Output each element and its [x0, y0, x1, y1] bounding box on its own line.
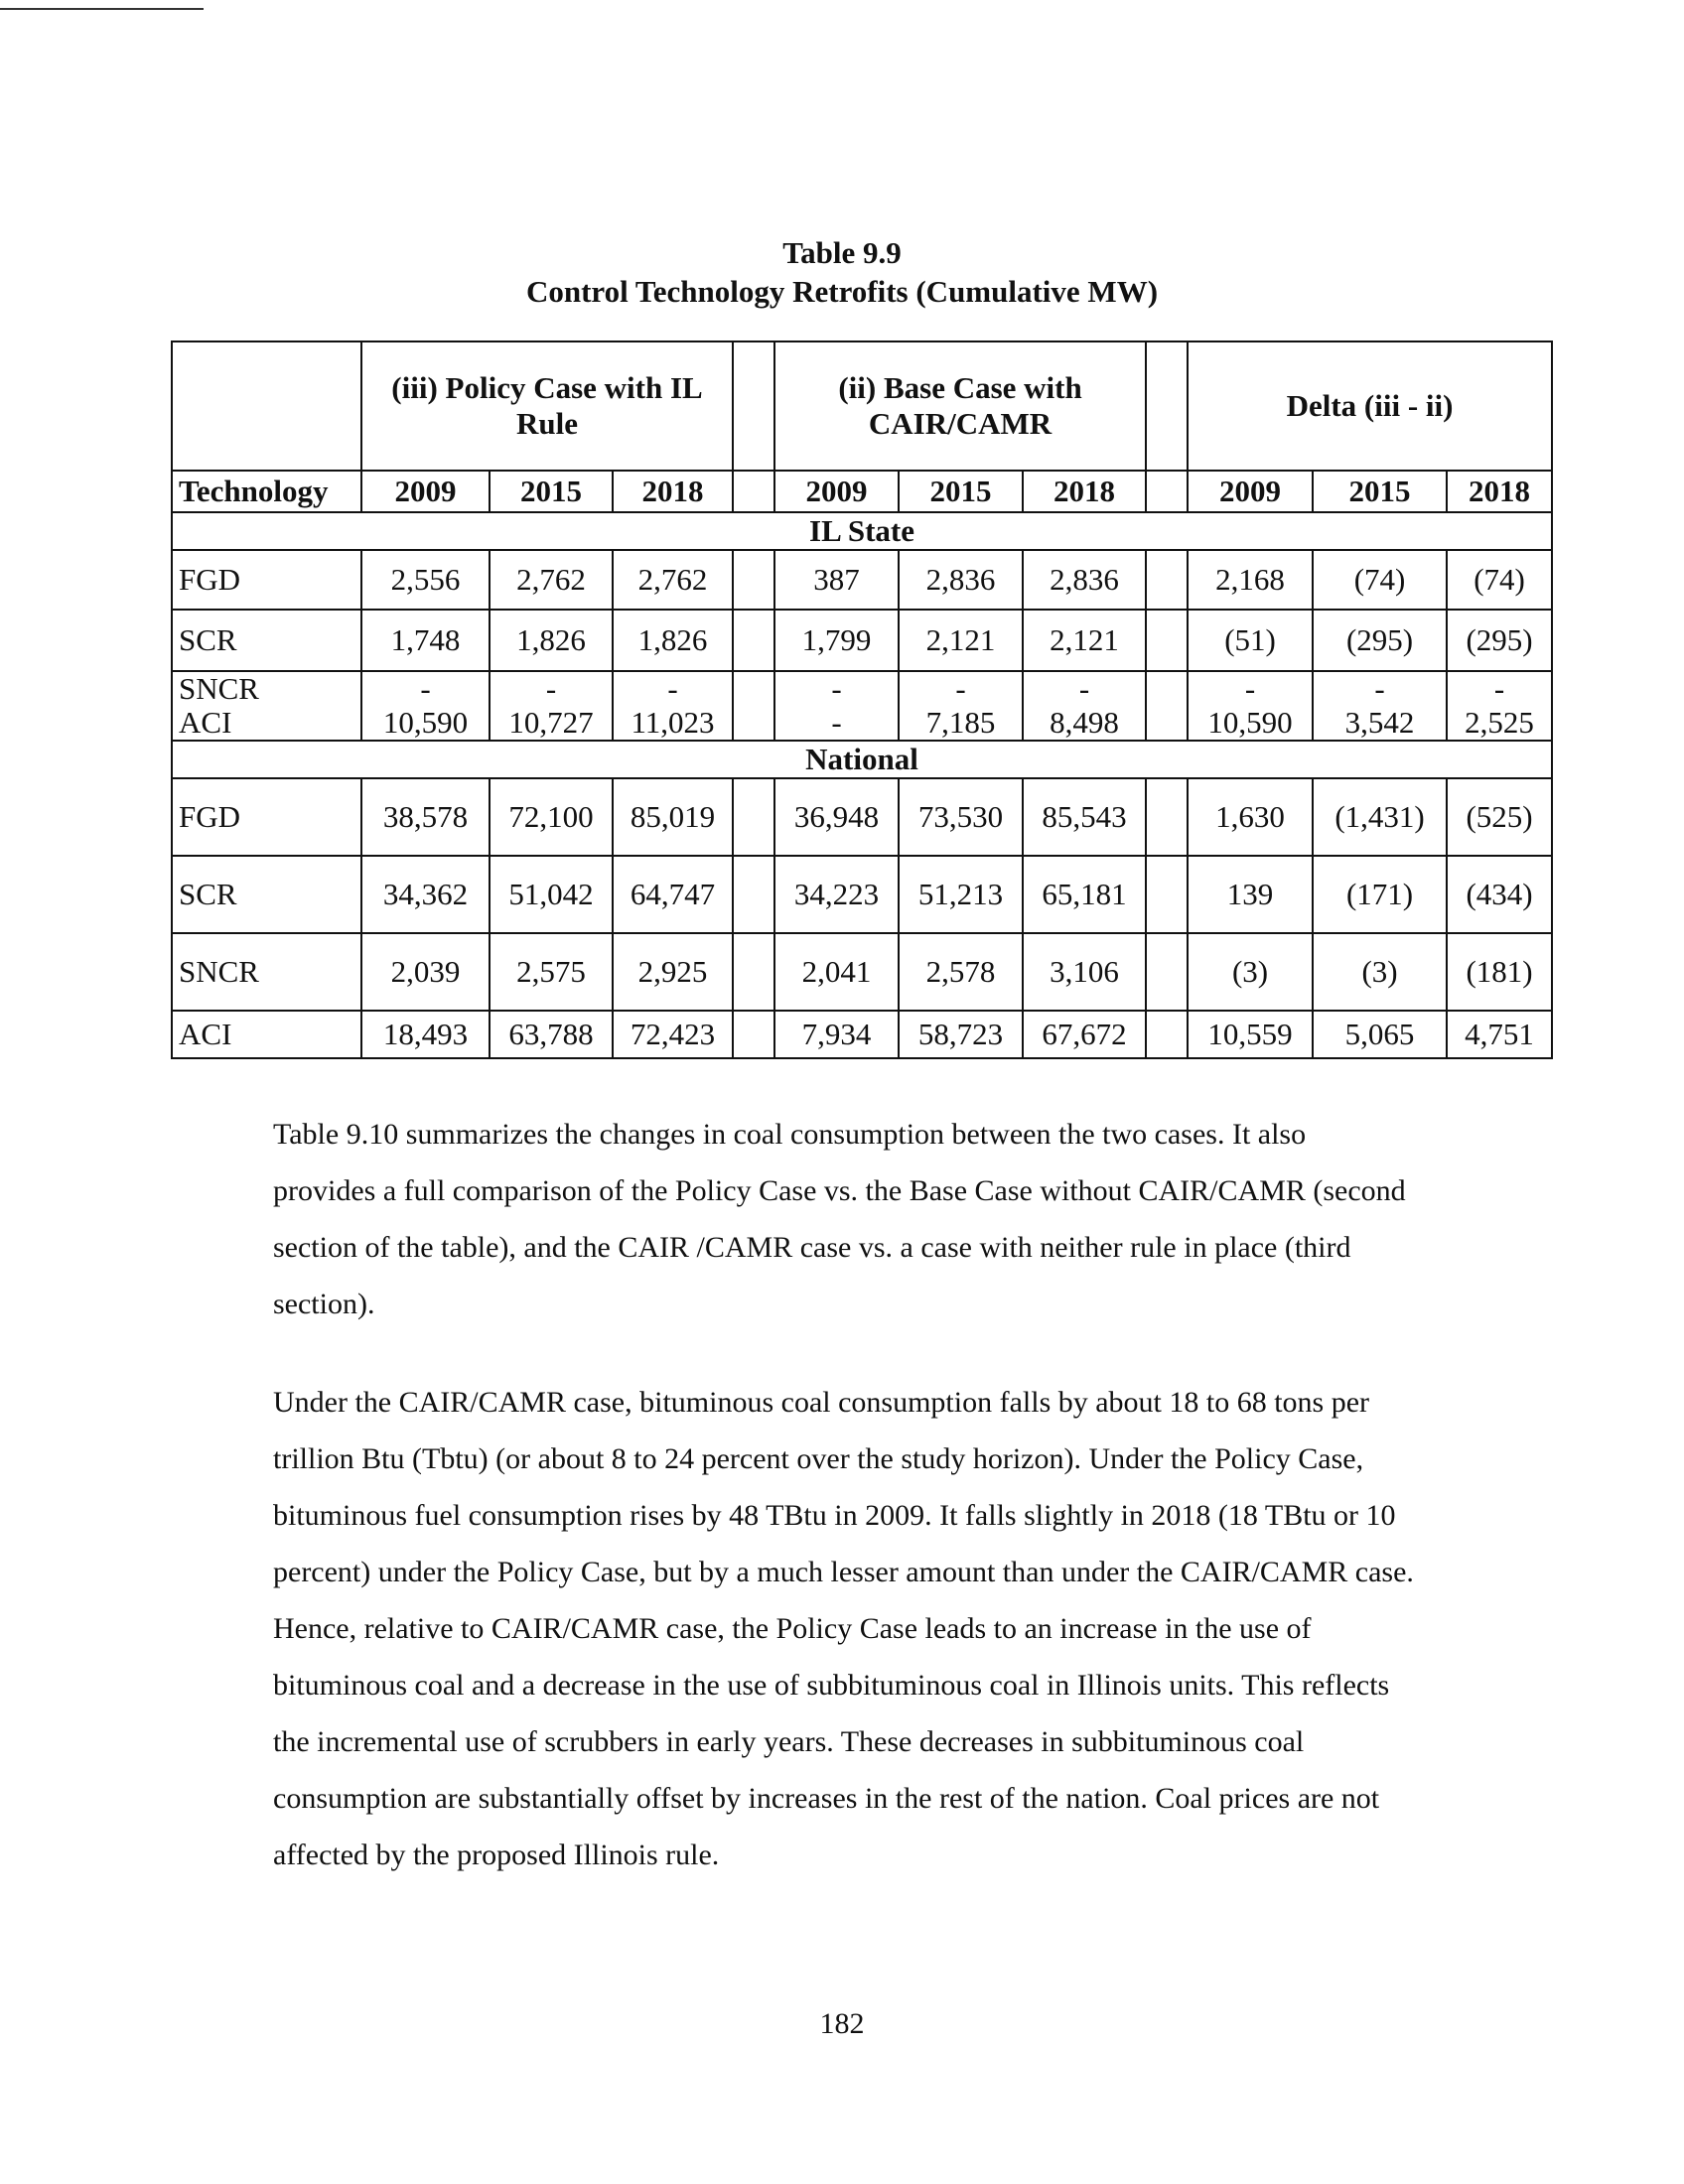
cell-value: - [955, 671, 966, 706]
table-cell: 51,042 [490, 856, 613, 933]
table-cell [1023, 671, 1146, 741]
table-cell: 65,181 [1023, 856, 1146, 933]
table-cell: 34,223 [774, 856, 899, 933]
column-gap [733, 550, 774, 610]
table-cell: (3) [1188, 933, 1313, 1011]
table-cell: (74) [1447, 550, 1552, 610]
cell-value: 8,498 [1050, 705, 1119, 740]
column-gap [733, 610, 774, 671]
column-gap [733, 778, 774, 856]
table-cell [774, 671, 899, 741]
cell-value: - [1374, 671, 1385, 706]
cell-value: - [1078, 671, 1090, 706]
table-cell: 2,041 [774, 933, 899, 1011]
table-cell: 10,559 [1188, 1011, 1313, 1058]
row-label [172, 671, 361, 741]
cell-value: - [1493, 671, 1505, 706]
year-header: 2009 [774, 471, 899, 512]
table-cell [613, 671, 733, 741]
cell-value: - [420, 671, 431, 706]
table-cell [1188, 671, 1313, 741]
table-cell: 2,925 [613, 933, 733, 1011]
table-cell: 1,630 [1188, 778, 1313, 856]
cell-value: - [545, 671, 557, 706]
retrofits-table [171, 341, 1553, 1059]
year-header: 2015 [490, 471, 613, 512]
page-number: 182 [819, 2007, 865, 2040]
table-cell: 2,762 [613, 550, 733, 610]
table-cell: (171) [1313, 856, 1447, 933]
table-cell: 2,575 [490, 933, 613, 1011]
column-gap [1146, 341, 1188, 471]
column-gap [1146, 550, 1188, 610]
table-cell: 2,039 [361, 933, 490, 1011]
table-cell: 85,543 [1023, 778, 1146, 856]
table-cell: (525) [1447, 778, 1552, 856]
table-title: Control Technology Retrofits (Cumulative MW) [525, 274, 1159, 309]
corner-cell [172, 341, 361, 471]
row-label: SCR [172, 856, 361, 933]
body-paragraph: Table 9.10 summarizes the changes in coal consumption between the two cases. It also provides a full comparison of the Policy Case vs. the Base Case without CAIR/CAMR (second section of the table), and the CAIR /CAMR case vs. a case with neither rule in place (third section). [273, 1118, 1406, 1320]
row-label-aci: ACI [179, 705, 232, 740]
table-cell: (74) [1313, 550, 1447, 610]
table-cell: 72,100 [490, 778, 613, 856]
cell-value: 10,590 [1207, 705, 1293, 740]
table-cell: 2,762 [490, 550, 613, 610]
table-row [172, 778, 1552, 856]
table-cell: 4,751 [1447, 1011, 1552, 1058]
table-cell: 2,578 [899, 933, 1023, 1011]
row-label-sncr: SNCR [179, 671, 259, 706]
column-gap [1146, 933, 1188, 1011]
table-row [172, 550, 1552, 610]
column-gap [733, 471, 774, 512]
year-header-row [172, 471, 1552, 512]
column-gap [1146, 610, 1188, 671]
section-header-national: National [172, 741, 1552, 778]
technology-header: Technology [172, 471, 361, 512]
table-cell: 85,019 [613, 778, 733, 856]
table-cell: 38,578 [361, 778, 490, 856]
table-cell: (181) [1447, 933, 1552, 1011]
table-cell: (1,431) [1313, 778, 1447, 856]
year-header: 2018 [1447, 471, 1552, 512]
cell-value: 7,185 [925, 705, 996, 740]
table-row [172, 1011, 1552, 1058]
table-cell: 2,836 [1023, 550, 1146, 610]
table-cell: 5,065 [1313, 1011, 1447, 1058]
year-header: 2009 [1188, 471, 1313, 512]
row-label: FGD [172, 550, 361, 610]
row-label: ACI [172, 1011, 361, 1058]
table-cell: 3,106 [1023, 933, 1146, 1011]
table-cell: (51) [1188, 610, 1313, 671]
table-cell: (295) [1313, 610, 1447, 671]
table-cell: 73,530 [899, 778, 1023, 856]
table-cell: 2,836 [899, 550, 1023, 610]
column-gap [1146, 856, 1188, 933]
table-cell [490, 671, 613, 741]
table-cell [1447, 671, 1552, 741]
column-gap [1146, 671, 1188, 741]
table-cell [899, 671, 1023, 741]
group-header-base: (ii) Base Case with CAIR/CAMR [774, 341, 1146, 471]
cell-value: 10,590 [382, 705, 469, 740]
year-header: 2018 [1023, 471, 1146, 512]
column-gap [733, 671, 774, 741]
group-header-policy: (iii) Policy Case with IL Rule [361, 341, 733, 471]
table-cell: 2,168 [1188, 550, 1313, 610]
table-cell: 18,493 [361, 1011, 490, 1058]
table-cell: 139 [1188, 856, 1313, 933]
table-cell: 387 [774, 550, 899, 610]
column-gap [1146, 1011, 1188, 1058]
table-cell [361, 671, 490, 741]
cell-value: - [667, 671, 678, 706]
table-cell: (434) [1447, 856, 1552, 933]
row-label: SNCR [172, 933, 361, 1011]
table-cell: 67,672 [1023, 1011, 1146, 1058]
table-cell: 58,723 [899, 1011, 1023, 1058]
year-header: 2015 [899, 471, 1023, 512]
cell-value: 3,542 [1344, 705, 1415, 740]
section-header-il-state: IL State [172, 512, 1552, 550]
table-cell: (295) [1447, 610, 1552, 671]
cell-value: 11,023 [631, 705, 715, 740]
table-cell: 72,423 [613, 1011, 733, 1058]
column-gap [1146, 471, 1188, 512]
table-cell: 36,948 [774, 778, 899, 856]
table-row [172, 610, 1552, 671]
table-cell: (3) [1313, 933, 1447, 1011]
body-paragraph: Under the CAIR/CAMR case, bituminous coal consumption falls by about 18 to 68 tons per trillion Btu (Tbtu) (or about 8 to 24 percent over the study horizon). Under the Policy Case, bituminous fuel consumption rises by 48 TBtu in 2009. It falls slightly in 2018 (18 TBtu or 10 percent) under the Policy Case, but by a much lesser amount than under the CAIR/CAMR case. Hence, relative to CAIR/CAMR case, the Policy Case leads to an increase in the use of bituminous coal and a decrease in the use of subbituminous coal in Illinois units. This reflects the incremental use of scrubbers in early years. These decreases in subbituminous coal consumption are substantially offset by increases in the rest of the nation. Coal prices are not affected by the proposed Illinois rule. [273, 1386, 1414, 1871]
year-header: 2018 [613, 471, 733, 512]
row-label: FGD [172, 778, 361, 856]
table-cell [1313, 671, 1447, 741]
table-row [172, 933, 1552, 1011]
table-cell: 51,213 [899, 856, 1023, 933]
cell-value: - [831, 705, 842, 740]
table-cell: 64,747 [613, 856, 733, 933]
cell-value: 10,727 [508, 705, 594, 740]
table-cell: 1,826 [490, 610, 613, 671]
column-gap [733, 1011, 774, 1058]
table-cell: 1,748 [361, 610, 490, 671]
table-row [172, 671, 1552, 741]
table-cell: 2,556 [361, 550, 490, 610]
table-cell: 2,121 [1023, 610, 1146, 671]
group-header-delta: Delta (iii - ii) [1188, 341, 1552, 471]
table-number: Table 9.9 [782, 235, 902, 270]
column-gap [733, 933, 774, 1011]
column-gap [733, 341, 774, 471]
table-cell: 34,362 [361, 856, 490, 933]
cell-value: 2,525 [1465, 705, 1534, 740]
top-rule [0, 8, 204, 10]
column-gap [733, 856, 774, 933]
table-cell: 7,934 [774, 1011, 899, 1058]
year-header: 2009 [361, 471, 490, 512]
table-cell: 1,799 [774, 610, 899, 671]
row-label: SCR [172, 610, 361, 671]
table-cell: 1,826 [613, 610, 733, 671]
table-cell: 63,788 [490, 1011, 613, 1058]
column-gap [1146, 778, 1188, 856]
cell-value: - [831, 671, 842, 706]
table-cell: 2,121 [899, 610, 1023, 671]
cell-value: - [1244, 671, 1256, 706]
year-header: 2015 [1313, 471, 1447, 512]
table-row [172, 856, 1552, 933]
